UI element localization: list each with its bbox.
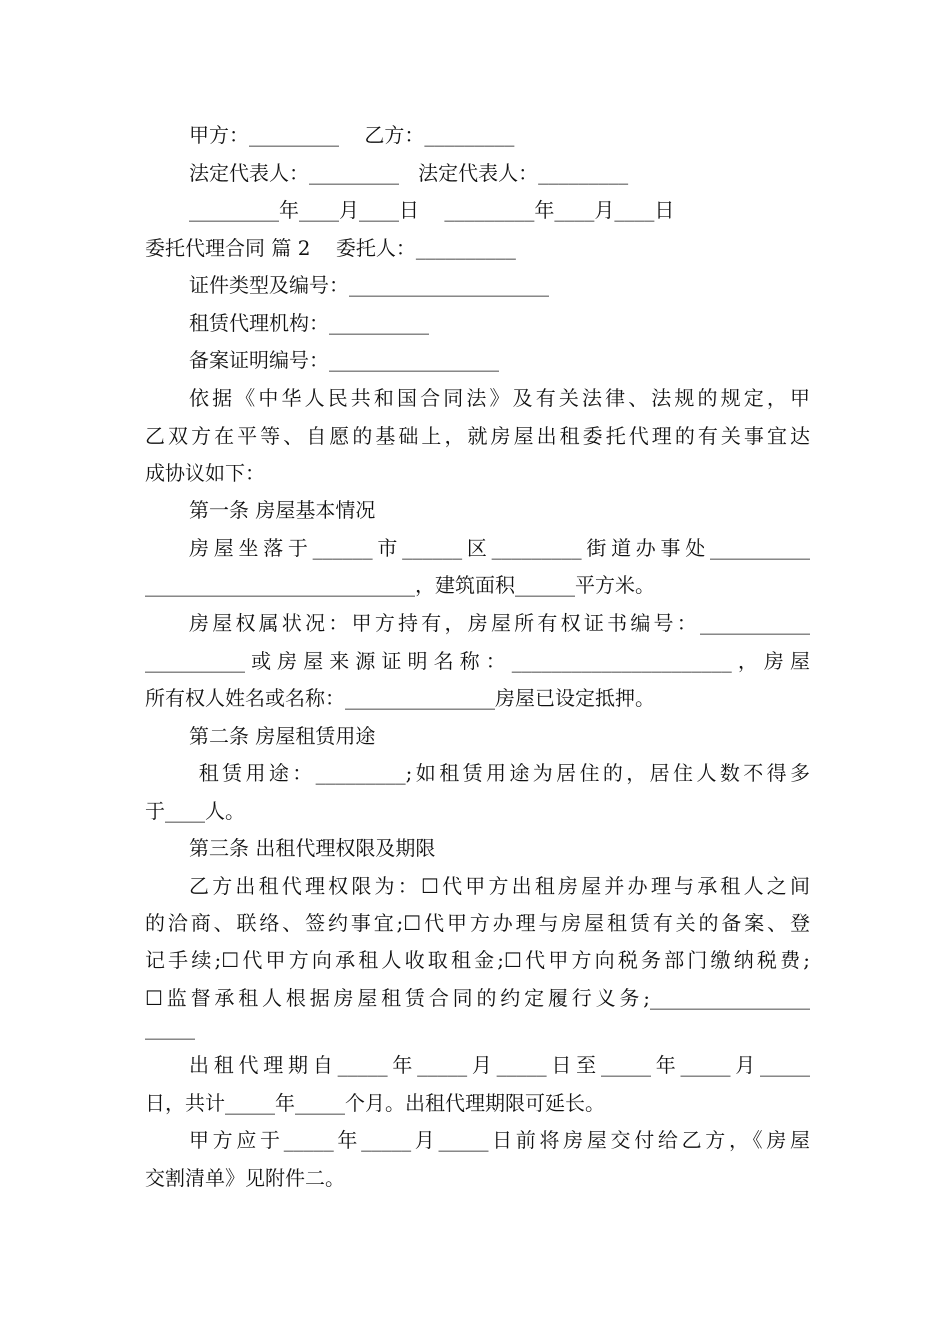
ownership-line-1: 房屋权属状况：甲方持有，房屋所有权证书编号：___________ (189, 611, 810, 635)
agency-period-line-2: 日，共计_____年_____个月。出租代理期限可延长。 (145, 1091, 605, 1115)
property-location-line-1: 房屋坐落于______市______区_________街道办事处__________ (189, 536, 810, 560)
handover-line-1: 甲方应于_____年_____月_____日前将房屋交付给乙方，《房屋 (189, 1128, 810, 1152)
preamble-line-2: 乙双方在平等、自愿的基础上，就房屋出租委托代理的有关事宜达 (145, 424, 810, 448)
article-1-heading: 第一条 房屋基本情况 (189, 498, 376, 522)
agency-line: 租赁代理机构：__________ (189, 311, 429, 335)
ownership-line-3: 所有权人姓名或名称：_______________房屋已设定抵押。 (145, 686, 655, 710)
agency-scope-line-3: 记手续;☐代甲方向承租人收取租金;☐代甲方向税务部门缴纳税费; (145, 948, 810, 972)
lease-use-line-1: 租赁用途：_________;如租赁用途为居住的，居住人数不得多 (189, 761, 810, 785)
preamble-line-1: 依据《中华人民共和国合同法》及有关法律、法规的规定，甲 (189, 386, 810, 410)
agency-period-line-1: 出租代理期自_____年_____月_____日至_____年_____月_____ (189, 1053, 810, 1077)
contract-title-line: 委托代理合同 篇 2 委托人：__________ (145, 236, 516, 260)
signing-date-line: _________年____月____日 _________年____月____日 (189, 198, 675, 222)
party-names-line: 甲方：_________ 乙方：_________ (189, 123, 515, 147)
lease-use-line-2: 于____人。 (145, 799, 245, 823)
handover-line-2: 交割清单》见附件二。 (145, 1166, 345, 1190)
id-type-line: 证件类型及编号：____________________ (189, 273, 549, 297)
ownership-line-2: __________或房屋来源证明名称：______________________，房屋 (145, 649, 810, 673)
article-3-heading: 第三条 出租代理权限及期限 (189, 836, 436, 860)
agency-scope-line-5: _____ (145, 1016, 195, 1040)
agency-scope-line-2: 的洽商、联络、签约事宜;☐代甲方办理与房屋租赁有关的备案、登 (145, 911, 810, 935)
legal-representative-line: 法定代表人：_________ 法定代表人：_________ (189, 161, 629, 185)
property-location-line-2: ___________________________，建筑面积______平方米。 (145, 573, 655, 597)
filing-number-line: 备案证明编号：_________________ (189, 348, 499, 372)
preamble-line-3: 成协议如下： (145, 461, 265, 485)
article-2-heading: 第二条 房屋租赁用途 (189, 724, 376, 748)
agency-scope-line-4: ☐监督承租人根据房屋租赁合同的约定履行义务;________________ (145, 986, 810, 1010)
agency-scope-line-1: 乙方出租代理权限为：☐代甲方出租房屋并办理与承租人之间 (189, 874, 810, 898)
